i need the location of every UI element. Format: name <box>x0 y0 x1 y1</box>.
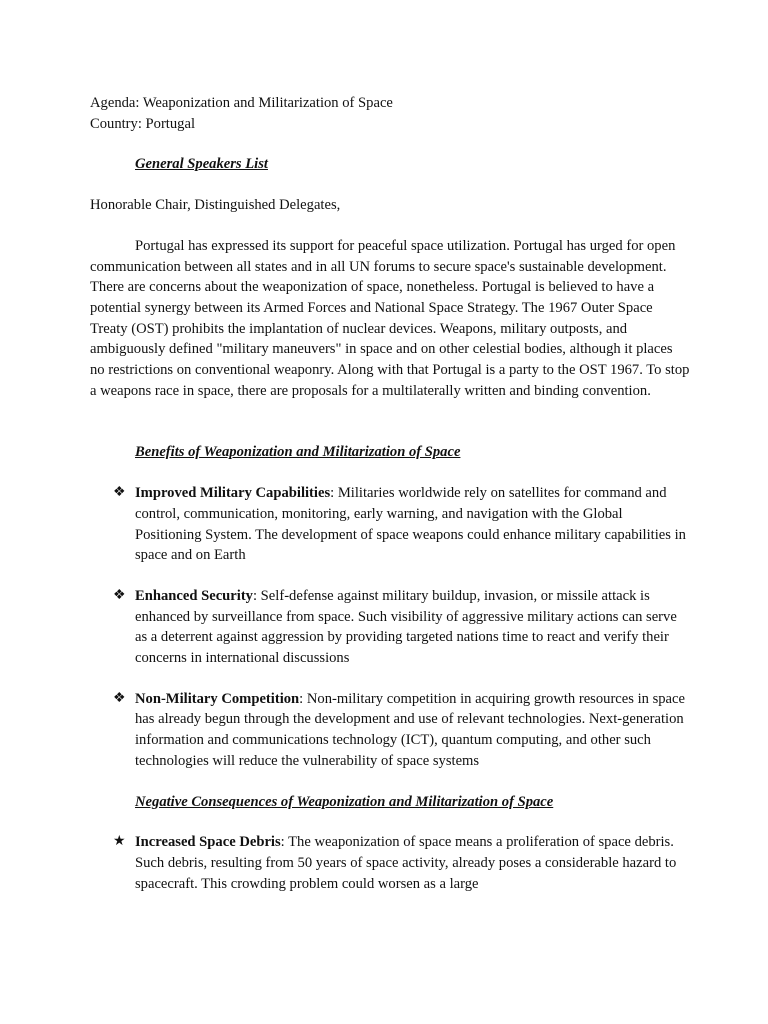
list-item <box>90 586 690 669</box>
intro-paragraph: Portugal has expressed its support for peaceful space utilization. Portugal has urged for open communication between all states and in all UN forums to secure space's sustainable development. There are concerns about the weaponization of space, nonetheless. Portugal is believed to have a potential synergy between its Armed Forces and National Space Strategy. The 1967 Outer Space Treaty (OST) prohibits the implantation of nuclear devices. Weapons, military outposts, and ambiguously defined "military maneuvers" in space and on other celestial bodies, although it places no restrictions on conventional weaponry. Along with that Portugal is a party to the OST 1967. To stop a weapons race in space, there are proposals for a multilaterally written and binding convention. <box>90 237 690 399</box>
star-bullet-icon: ★ <box>113 834 126 850</box>
item-text: : Militaries worldwide rely on satellites for command and control, communication, monitoring, early warning, and navigation with the Global Positioning System. The development of space weapons could enhance military capabilities in space and on Earth <box>135 485 686 564</box>
benefits-list <box>90 483 690 771</box>
item-text: : The weaponization of space means a proliferation of space debris. Such debris, resulting from 50 years of space activity, already poses a considerable hazard to spacecraft. This crowding problem could worsen as a large <box>135 834 677 892</box>
item-title: Increased Space Debris <box>135 834 281 851</box>
item-title: Non-Military Competition <box>135 690 300 707</box>
item-title: Enhanced Security <box>135 587 253 604</box>
item-text: : Non-military competition in acquiring growth resources in space has already begun through the development and use of relevant technologies. Next-generation information and communications technology (ICT), quantum computing, and other such technologies will reduce the vulnerability of space systems <box>135 690 685 769</box>
diamond-bullet-icon: ❖ <box>113 587 126 603</box>
item-text: : Self-defense against military buildup, invasion, or missile attack is enhanced by surveillance from space. Such visibility of aggressive military actions can serve as a deterrent against aggression by providing targeted nations time to react and verify their concerns in international discussions <box>135 587 677 667</box>
salutation: Honorable Chair, Distinguished Delegates, <box>90 197 341 214</box>
benefits-heading: Benefits of Weaponization and Militarization of Space <box>135 444 461 461</box>
speakers-list-heading: General Speakers List <box>135 156 268 173</box>
document-page <box>90 93 690 894</box>
diamond-bullet-icon: ❖ <box>113 690 126 706</box>
diamond-bullet-icon: ❖ <box>113 485 126 501</box>
negatives-list <box>90 832 690 894</box>
list-item <box>90 483 690 566</box>
country-line: Country: Portugal <box>90 115 195 132</box>
list-item <box>90 832 690 894</box>
agenda-line: Agenda: Weaponization and Militarization of Space <box>90 95 393 111</box>
item-title: Improved Military Capabilities <box>135 485 331 502</box>
list-item <box>90 689 690 772</box>
negatives-heading: Negative Consequences of Weaponization and Militarization of Space <box>135 793 554 810</box>
